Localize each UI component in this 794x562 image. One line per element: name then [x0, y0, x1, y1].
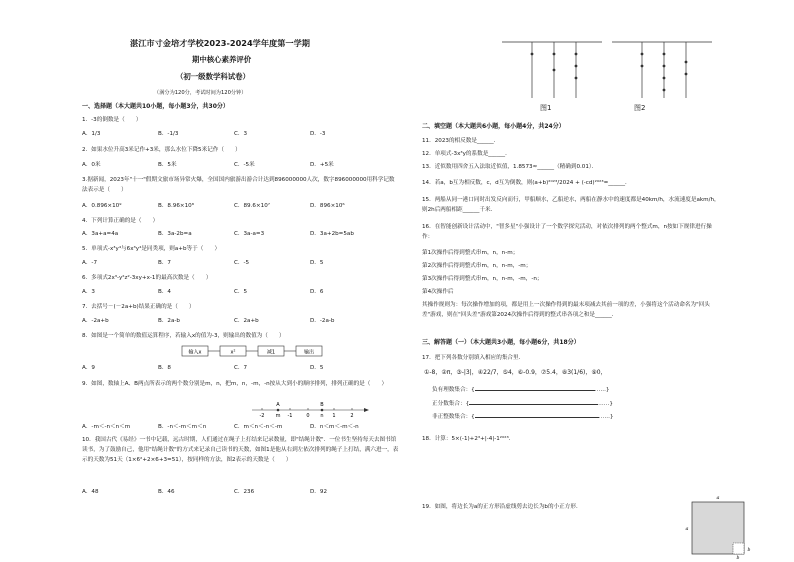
q1-option-b: B．-1/3 — [158, 131, 179, 137]
q3-option-b: B．8.96×10⁸ — [158, 203, 194, 209]
tick-label-n: n — [320, 413, 324, 419]
q6-option-d: D．6 — [310, 289, 324, 295]
q5-stem: 5．单项式-x³y⁴与6x³y⁴是同类项，则a+b等于（ ） — [82, 246, 221, 252]
q9-options — [82, 424, 386, 430]
q3-stem: 3.据新闻，2023年"十一"假期文旅市场异常火爆，全国国内旅游出游合计达到896000000人次，数字896000000用科学记数法表示是（ ） — [82, 177, 395, 193]
flow-text-input: 输入x — [188, 349, 202, 356]
small-square — [733, 543, 744, 554]
tick-label-1: 1 — [332, 413, 336, 419]
flow-text-output: 输出 — [303, 349, 315, 356]
section3-heading: 三、解答题（一）（本大题共3小题，每小题6分，共18分） — [422, 339, 580, 346]
q10-option-a: A．48 — [82, 489, 99, 495]
q3-option-c: C．89.6×10⁷ — [234, 203, 271, 209]
set-positive-fraction-label: 正分数集合：{ — [432, 401, 470, 407]
q6-option-b: B．4 — [158, 289, 171, 295]
q1-options — [82, 131, 386, 137]
label-a-left: a — [685, 526, 689, 532]
q8-option-d: D．5 — [310, 365, 324, 371]
q15: 15．两船从同一港口同时出发反向而行，甲船顺水，乙船逆水，两船在静水中的速度都是40km/h，水流速度是akm/h，则2h后两船相距______千米． — [422, 197, 720, 213]
q18: 18．计算：5×(-1)+2³+|-4|-1²⁰²³． — [422, 436, 515, 442]
q6-stem: 6．多项式2x³-y²z²-3xy+x-1的最高次数是（ ） — [82, 275, 212, 281]
q12: 12．单项式-3x³y的系数是______． — [422, 151, 511, 157]
q19: 19．如图，将边长为a的正方形沿虚线剪去边长为b的小正方形． — [422, 504, 582, 510]
tick-label-2: 2 — [350, 413, 354, 419]
tick-label-neg2: -2 — [259, 413, 265, 419]
q9-option-d: D．n＜m＜-m＜-n — [310, 424, 359, 430]
q10-option-b: B．46 — [158, 489, 175, 495]
q1-option-a: A．1/3 — [82, 131, 101, 137]
q4-option-d: D．3a+2b=5ab — [310, 231, 354, 237]
point-a — [277, 409, 280, 412]
q9-option-c: C．m＜n＜-n＜-m — [234, 424, 283, 430]
set-nonpositive-integer — [432, 413, 613, 420]
q7-option-c: C．2a+b — [234, 318, 259, 324]
q16-step-1: 第1次操作后得到整式串m，n，n-m； — [422, 250, 519, 256]
section1-heading: 一、选择题（本大题共10小题，每小题3分，共30分） — [82, 103, 229, 110]
q2-option-a: A．0米 — [82, 162, 101, 168]
label-a-top: a — [716, 495, 720, 501]
exam-paper-name: （初一级数学科试卷） — [176, 72, 250, 81]
q7-stem: 7．去括号－(－2a+b)结果正确的是（ ） — [82, 304, 195, 310]
flow-text-square: x² — [230, 349, 236, 356]
q4-option-a: A．3a+a=4a — [82, 231, 119, 237]
q17-numbers: ①-8，②π，③-|3|，④22/7，⑤4，⑥-0.9，⑦5.4，⑧3(1/6)，⑨0， — [424, 369, 607, 376]
q2-option-b: B．5米 — [158, 162, 177, 168]
q16-step-3: 第3次操作后得到整式串m，n，n-m，-m，-n； — [422, 276, 543, 282]
set-negative-rational — [432, 386, 609, 393]
q4-options — [82, 231, 386, 237]
q16-rule: 其操作规则为：每次操作增加的项，都是用上一次操作得到的最末项减去其前一项的差，小强将这个活动命名为"回头差"游戏，则在"回头差"游戏第2024次操作后得到的整式串各项之和是______． — [422, 302, 710, 318]
exam-title: 湛江市寸金培才学校2023-2024学年度第一学期 — [130, 38, 310, 48]
flowchart — [182, 344, 332, 358]
q3-option-a: A．0.896×10⁹ — [82, 203, 122, 209]
tick-label-0: 0 — [306, 413, 310, 419]
q2-stem: 2．如果水位升高3米记作+3米，那么水位下降5米记作（ ） — [82, 147, 241, 153]
q14: 14．若a，b互为相反数，c，d互为倒数，则(a+b)²⁰²³/2024 + (-cd)²⁰²³=______． — [422, 180, 631, 186]
q2-options — [82, 162, 386, 168]
number-line-arrow — [364, 408, 369, 412]
set-negative-rational-blank[interactable] — [475, 386, 595, 391]
q2-option-d: D．+5米 — [310, 162, 334, 168]
q16-step-4: 第4次操作后 — [422, 289, 454, 295]
q10-stem: 10．我国古代《易经》一书中记载，远古时期，人们通过在绳子上打结来记录数量，即"结绳计数"．一位书生坚持每天去图书馆读书，为了鼓励自己，他用"结绳计数"的方式来记录自己读书的天数，如图1是他从右到左依次排列的绳子上打结，满六进一，表示的天数为51天（1×6²+2×6+3=51），按同样的方法，图2表示的天数是（ ） — [82, 437, 399, 463]
q2-option-c: C．-5米 — [234, 162, 255, 168]
q7-option-b: B．2a-b — [158, 318, 180, 324]
point-a-label: A — [276, 402, 280, 408]
square-figure — [684, 494, 754, 560]
tick-label-m: m — [275, 413, 281, 419]
q11: 11．2023的相反数是______． — [422, 138, 500, 144]
q7-option-d: D．-2a-b — [310, 318, 335, 324]
q16-step-2: 第2次操作后得到整式串m，n，n-m，-m； — [422, 263, 532, 269]
section2-heading: 二、填空题（本大题共6小题，每小题4分，共24分） — [422, 123, 565, 130]
figure-2-label: 图2 — [634, 104, 646, 112]
q9-option-a: A．-m＜-n＜n＜m — [82, 424, 131, 430]
knot-figure-1 — [502, 40, 602, 102]
point-b — [321, 409, 324, 412]
q3-option-d: D．896×10⁶ — [310, 203, 345, 209]
q5-option-b: B．7 — [158, 260, 171, 266]
q8-option-b: B．8 — [158, 365, 171, 371]
set-nonpositive-integer-blank[interactable] — [475, 413, 599, 418]
figure-1-label: 图1 — [540, 104, 552, 112]
q9-option-b: B．-n＜-m＜m＜n — [158, 424, 207, 430]
q8-option-c: C．7 — [234, 365, 248, 371]
set-nonpositive-integer-label: 非正整数集合：{ — [432, 414, 475, 420]
q1-option-d: D．-3 — [310, 131, 326, 137]
q5-option-c: C．-5 — [234, 260, 250, 266]
q17-stem: 17．把下列各数分别填入相应的集合里． — [422, 355, 525, 361]
exam-note: （满分为120分，考试时间为120分钟） — [154, 90, 247, 96]
exam-subtitle: 期中核心素养评价 — [192, 55, 252, 64]
q1-option-c: C．3 — [234, 131, 248, 137]
q7-option-a: A．-2a+b — [82, 318, 109, 324]
q8-stem: 8．如图是一个简单的数值运算程序，若输入x的值为-3，则输出的数值为（ ） — [82, 333, 285, 339]
q3-options — [82, 203, 386, 209]
q5-option-d: D．5 — [310, 260, 324, 266]
q13: 13．近似数用四舍五入法取近似值，1.8573≈______（精确到0.01）． — [422, 164, 598, 170]
set-positive-fraction-blank[interactable] — [469, 400, 598, 405]
point-b-label: B — [320, 402, 324, 408]
q6-option-a: A．3 — [82, 289, 95, 295]
q5-options — [82, 260, 386, 266]
q1-stem: 1．-3的倒数是（ ） — [82, 117, 142, 123]
set-nonpositive-integer-tail: ……} — [598, 414, 614, 420]
q4-option-c: C．3a-a=3 — [234, 231, 265, 237]
q7-options — [82, 318, 386, 324]
q10-options — [82, 489, 386, 495]
tick-label-neg1: -1 — [287, 413, 293, 419]
q16-stem: 16．在智能创新设计活动中，"智多星"小强设计了一个数学探究活动，对依次排列的两个整式m，n按如下规律进行操作： — [422, 224, 712, 240]
flow-text-minus: 减1 — [266, 349, 276, 356]
q6-option-c: C．5 — [234, 289, 248, 295]
q4-stem: 4．下列计算正确的是（ ） — [82, 218, 159, 224]
set-negative-rational-label: 负有理数集合：{ — [432, 387, 475, 393]
set-negative-rational-tail: ……} — [594, 387, 610, 393]
number-line — [252, 400, 372, 422]
knot-figure-2 — [612, 40, 712, 102]
q9-stem: 9．如图，数轴上A、B两点所表示的两个数分别是m，n，把m，n，-m，-n按从大到小的顺序排列，排列正确的是（ ） — [82, 381, 388, 387]
q10-option-c: C．236 — [234, 489, 255, 495]
q4-option-b: B．3a-2b=a — [158, 231, 192, 237]
q10-option-d: D．92 — [310, 489, 328, 495]
label-b-bottom: b — [736, 556, 740, 561]
q8-option-a: A．9 — [82, 365, 95, 371]
q8-options — [82, 365, 386, 371]
set-positive-fraction-tail: ……} — [598, 401, 613, 407]
set-positive-fraction — [432, 400, 613, 407]
q5-option-a: A．-7 — [82, 260, 97, 266]
q6-options — [82, 289, 386, 295]
label-b-right: b — [747, 548, 751, 553]
